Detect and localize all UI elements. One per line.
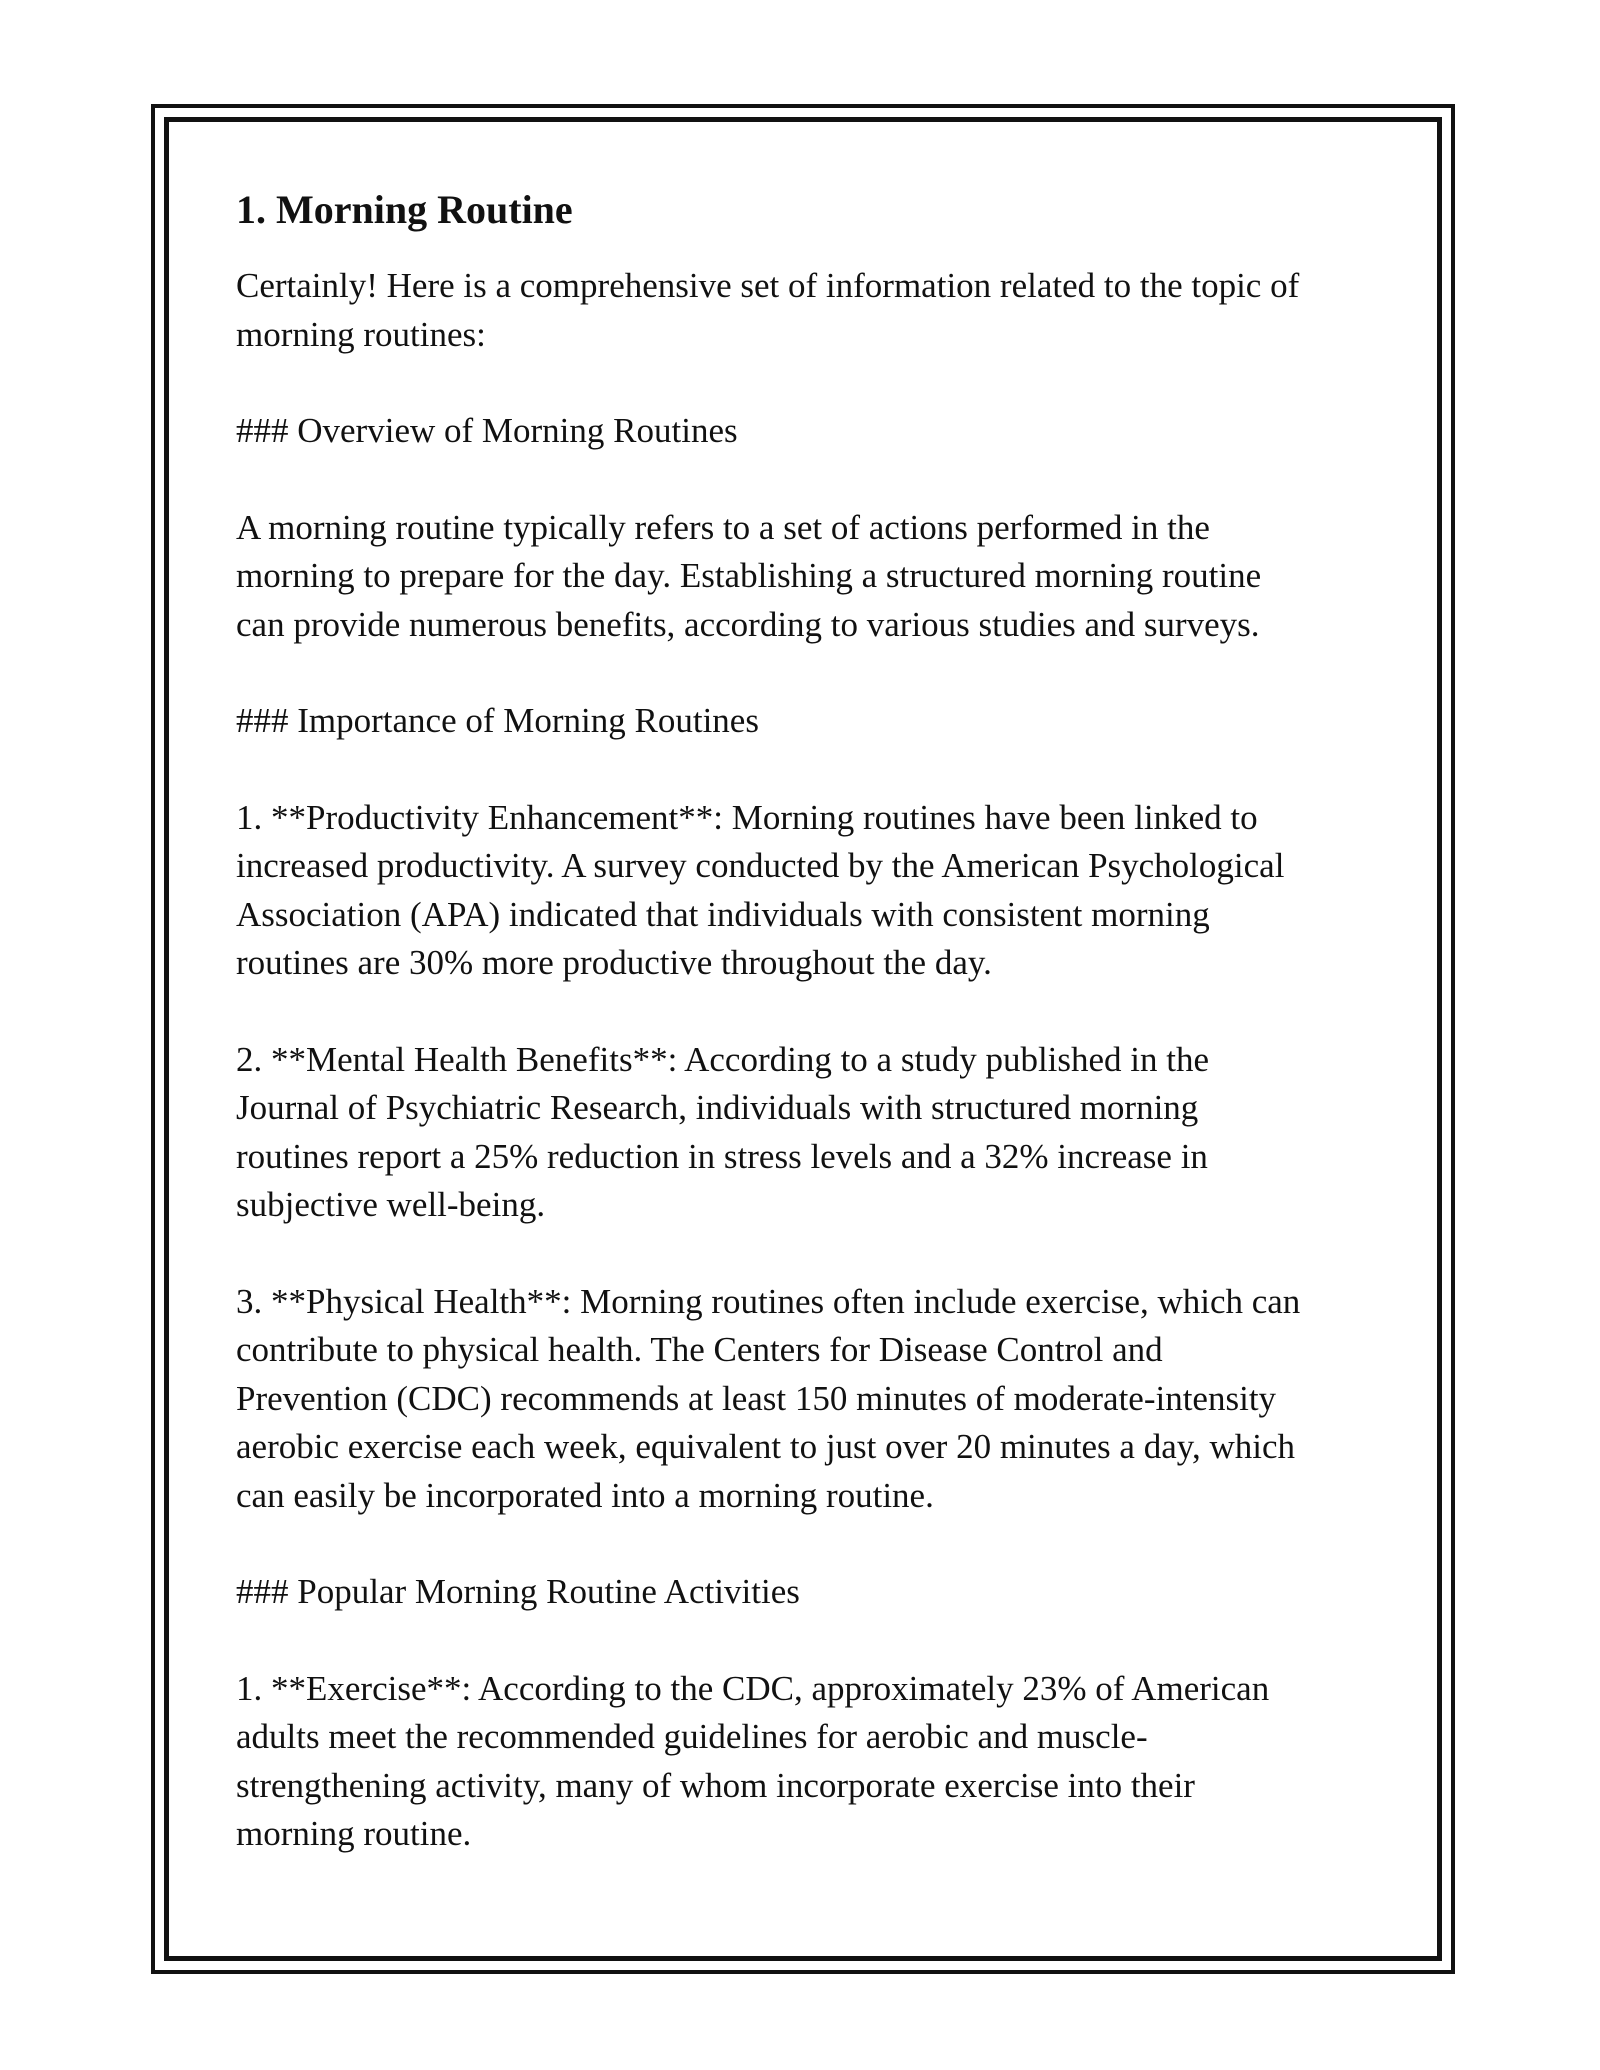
document-title: 1. Morning Routine [236,187,573,232]
exercise-paragraph: 1. **Exercise**: According to the CDC, approximately 23% of American adults meet the recommended guidelines for aerobic and muscle- strengthening activity, many of whom incorporate exercise into their morning routine. [236,1668,1270,1853]
intro-paragraph: Certainly! Here is a comprehensive set of information related to the topic of morning routines: [236,266,1300,354]
document-body [236,186,1366,1907]
productivity-paragraph: 1. **Productivity Enhancement**: Morning routines have been linked to increased productivity. A survey conducted by the American Psychological Association (APA) indicated that individuals with consistent morning routines are 30% more productive throughout the day. [236,797,1285,982]
mental-health-paragraph: 2. **Mental Health Benefits**: According to a study published in the Journal of Psychiatric Research, individuals with structured morning routines report a 25% reduction in stress levels and a 32% increase in subjective well-being. [236,1039,1210,1224]
physical-health-paragraph: 3. **Physical Health**: Morning routines often include exercise, which can contribute to physical health. The Centers for Disease Control and Prevention (CDC) recommends at least 150 minutes of moderate-intensity aerobic exercise each week, equivalent to just over 20 minutes a day, which can easily be incorporated into a morning routine. [236,1281,1301,1515]
overview-paragraph: A morning routine typically refers to a set of actions performed in the morning to prepare for the day. Establishing a structured morning routine can provide numerous benefits, according to various studies and surveys. [236,507,1262,644]
overview-heading: ### Overview of Morning Routines [236,411,738,450]
importance-heading: ### Importance of Morning Routines [236,701,759,740]
activities-heading: ### Popular Morning Routine Activities [236,1572,800,1611]
